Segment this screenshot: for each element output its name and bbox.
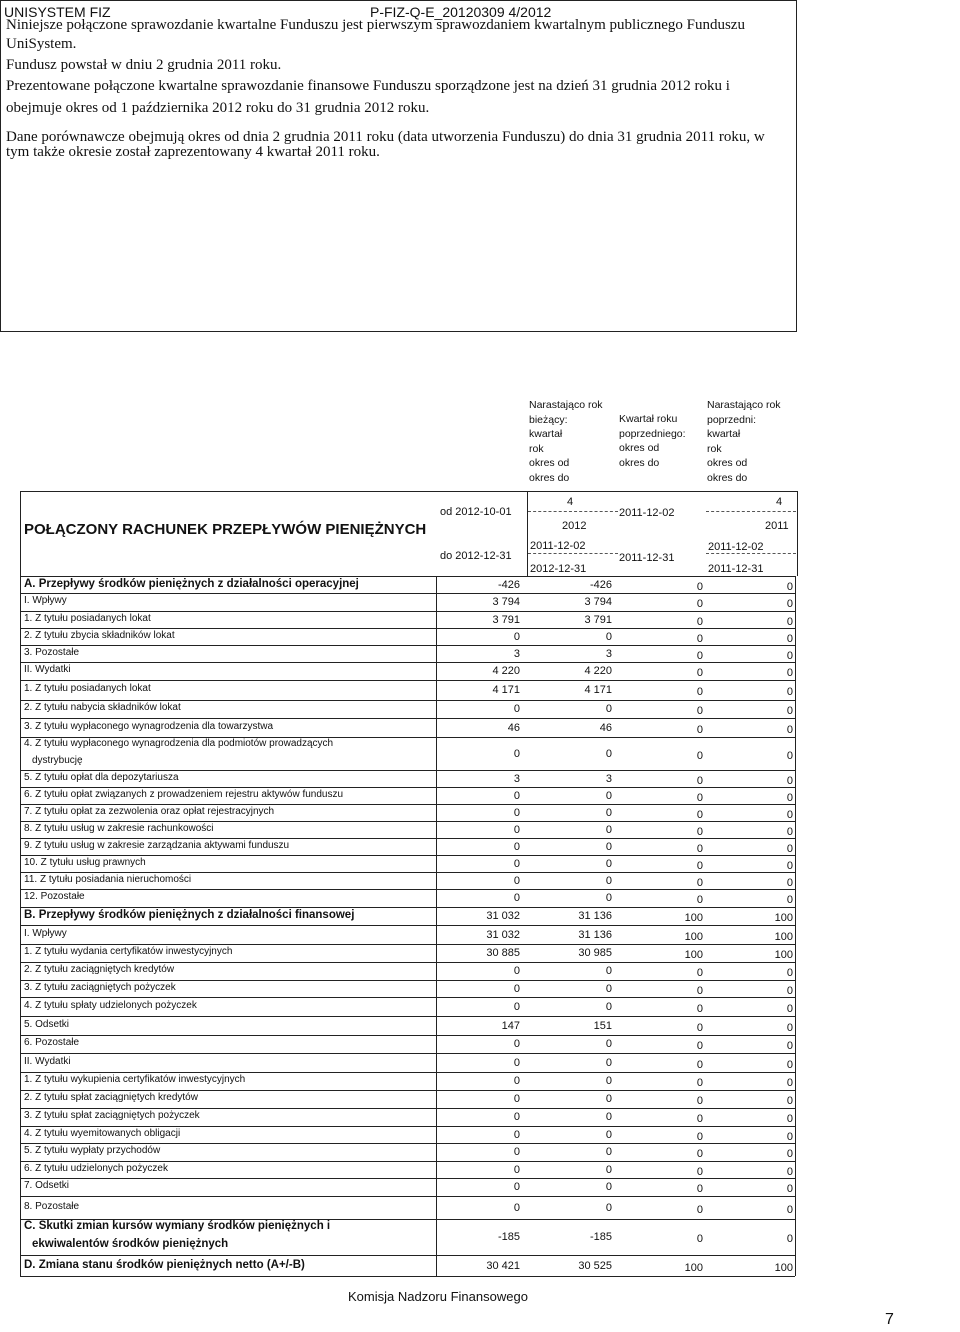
- value-cell: 4 220: [492, 665, 520, 677]
- value-cell: 0: [513, 823, 520, 836]
- value-cell: 31 136: [578, 928, 612, 941]
- row-label: 1. Z tytułu wydania certyfikatów inwestycyjnych: [24, 946, 233, 957]
- dash-line: [706, 553, 796, 554]
- c2-to: 2011-12-31: [619, 552, 675, 564]
- row-label: 2. Z tytułu spłat zaciągniętych kredytów: [24, 1092, 198, 1103]
- value-cell: 0: [786, 1113, 793, 1125]
- value-cell: 0: [786, 967, 793, 979]
- c3-to: 2011-12-31: [708, 563, 764, 575]
- value-cell: 31 136: [578, 910, 612, 922]
- value-cell: 3 791: [584, 613, 612, 626]
- dash-line: [528, 553, 618, 554]
- report-code: P-FIZ-Q-E_20120309 4/2012: [370, 4, 552, 20]
- value-cell: 4 171: [584, 684, 612, 696]
- grid-line: [20, 907, 795, 908]
- grid-line: [20, 1143, 795, 1144]
- value-cell: 0: [605, 1181, 612, 1193]
- value-cell: 0: [786, 598, 793, 610]
- row-label: 12. Pozostałe: [24, 891, 85, 902]
- value-cell: 100: [774, 912, 793, 924]
- value-cell: 0: [696, 686, 703, 698]
- value-cell: 0: [605, 892, 612, 904]
- column-header-current-cumulative: Narastająco rok bieżący: kwartał rok okres od okres do: [529, 399, 603, 484]
- grid-line: [20, 925, 795, 926]
- row-label: 4. Z tytułu spłaty udzielonych pożyczek: [24, 999, 197, 1011]
- grid-line: [20, 1035, 795, 1036]
- row-label: 8. Z tytułu usług w zakresie rachunkowości: [24, 822, 214, 834]
- value-cell: 0: [513, 1056, 520, 1069]
- value-cell: 0: [786, 1233, 793, 1245]
- row-label: I. Wpływy: [24, 595, 67, 606]
- value-cell: 0: [786, 1040, 793, 1052]
- value-cell: 0: [605, 1163, 612, 1176]
- value-cell: 3: [513, 772, 520, 785]
- value-cell: 0: [786, 615, 793, 628]
- c3-from: 2011-12-02: [708, 541, 764, 553]
- value-cell: 0: [786, 649, 793, 662]
- page-number: 7: [885, 1311, 894, 1328]
- value-cell: 0: [786, 1021, 793, 1034]
- value-cell: 100: [684, 1261, 703, 1274]
- value-cell: 0: [786, 791, 793, 804]
- intro-line: UniSystem.: [6, 36, 77, 52]
- value-cell: 0: [786, 686, 793, 698]
- value-cell: 0: [696, 1002, 703, 1015]
- value-cell: 0: [696, 598, 703, 610]
- value-cell: 0: [696, 615, 703, 628]
- value-cell: 0: [786, 808, 793, 821]
- value-cell: 100: [684, 949, 703, 961]
- value-cell: 0: [513, 982, 520, 995]
- value-cell: -185: [589, 1231, 612, 1243]
- value-cell: 4 220: [584, 665, 612, 677]
- value-cell: 0: [605, 630, 612, 643]
- value-cell: 0: [786, 1095, 793, 1107]
- grid-line: [20, 700, 795, 701]
- row-label: 7. Z tytułu opłat za zezwolenia oraz opłat rejestracyjnych: [24, 805, 275, 817]
- value-cell: 0: [696, 1077, 703, 1089]
- row-label: 3. Pozostałe: [24, 646, 80, 658]
- value-cell: 0: [513, 1201, 520, 1214]
- value-cell: 0: [696, 1040, 703, 1052]
- value-cell: 0: [786, 1002, 793, 1015]
- value-cell: 0: [786, 1130, 793, 1143]
- value-cell: 0: [696, 749, 703, 762]
- value-cell: 0: [605, 1128, 612, 1141]
- value-cell: 0: [513, 892, 520, 904]
- value-cell: 0: [696, 1233, 703, 1245]
- value-cell: 0: [605, 857, 612, 870]
- row-label-continued: dystrybucję: [32, 754, 83, 766]
- value-cell: 46: [599, 721, 612, 734]
- grid-line: [20, 1196, 795, 1197]
- grid-line: [20, 889, 795, 890]
- row-label: B. Przepływy środków pieniężnych z działalności finansowej: [24, 909, 355, 921]
- value-cell: 0: [696, 1113, 703, 1125]
- value-cell: 0: [696, 1203, 703, 1216]
- value-cell: 0: [513, 1146, 520, 1158]
- intro-line: Dane porównawcze obejmują okres od dnia 2 grudnia 2011 roku (data utworzenia Funduszu) do dnia 31 grudnia 2011 roku, w: [6, 129, 765, 145]
- row-label: 2. Z tytułu zbycia składników lokat: [24, 629, 175, 641]
- intro-line: obejmuje okres od 1 października 2012 roku do 31 grudnia 2012 roku.: [6, 100, 430, 116]
- grid-line: [20, 1255, 795, 1256]
- value-cell: 30 885: [486, 947, 520, 959]
- row-label: 5. Odsetki: [24, 1018, 70, 1030]
- row-label: 10. Z tytułu usług prawnych: [24, 856, 146, 868]
- c1-to: 2012-12-31: [530, 563, 587, 575]
- value-cell: 0: [786, 1148, 793, 1160]
- intro-line: Prezentowane połączone kwartalne sprawozdanie finansowe Funduszu sporządzone jest na dzień 31 grudnia 2012 roku i: [6, 78, 730, 94]
- value-cell: 0: [696, 967, 703, 979]
- row-label: 9. Z tytułu usług w zakresie zarządzania aktywami funduszu: [24, 839, 290, 851]
- value-cell: 0: [513, 630, 520, 643]
- value-cell: 0: [696, 705, 703, 717]
- row-label: 11. Z tytułu posiadania nieruchomości: [24, 873, 192, 885]
- dash-line: [706, 511, 796, 512]
- value-cell: 3: [605, 772, 612, 785]
- value-cell: 0: [605, 1093, 612, 1105]
- row-label: C. Skutki zmian kursów wymiany środków pieniężnych i: [24, 1220, 331, 1232]
- value-cell: 0: [513, 789, 520, 802]
- c3-quarter: 4: [776, 496, 783, 508]
- row-label: 4. Z tytułu wyemitowanych obligacji: [24, 1127, 181, 1139]
- intro-line: tym także okresie został zaprezentowany 4 kwartał 2011 roku.: [6, 144, 380, 160]
- grid-line: [20, 1016, 795, 1017]
- c2-from: 2011-12-02: [619, 507, 675, 519]
- value-cell: 0: [786, 723, 793, 736]
- value-cell: 0: [513, 747, 520, 760]
- period-from-label: od 2012-10-01: [440, 506, 512, 518]
- value-cell: 0: [786, 749, 793, 762]
- grid-line: [797, 491, 798, 576]
- value-cell: 0: [786, 1058, 793, 1071]
- value-cell: 0: [786, 774, 793, 787]
- grid-line: [20, 645, 795, 646]
- value-cell: 0: [513, 1093, 520, 1105]
- value-cell: 0: [786, 876, 793, 889]
- value-cell: 3: [605, 647, 612, 660]
- grid-line: [20, 593, 795, 594]
- row-label: 3. Z tytułu wypłaconego wynagrodzenia dla towarzystwa: [24, 720, 274, 732]
- value-cell: 3: [513, 647, 520, 660]
- value-cell: 0: [696, 876, 703, 889]
- value-cell: 0: [786, 1165, 793, 1178]
- row-label: 1. Z tytułu wykupienia certyfikatów inwestycyjnych: [24, 1074, 246, 1085]
- c1-quarter: 4: [567, 496, 574, 508]
- value-cell: -426: [497, 578, 520, 591]
- row-label: 3. Z tytułu zaciągniętych pożyczek: [24, 981, 176, 993]
- value-cell: 3 791: [492, 613, 520, 626]
- value-cell: 0: [605, 823, 612, 836]
- value-cell: 0: [696, 1021, 703, 1034]
- grid-line: [20, 491, 797, 492]
- value-cell: 0: [696, 580, 703, 593]
- row-label: 1. Z tytułu posiadanych lokat: [24, 683, 151, 694]
- value-cell: 0: [513, 857, 520, 870]
- value-cell: 30 525: [578, 1259, 612, 1272]
- row-label: 8. Pozostałe: [24, 1200, 80, 1212]
- value-cell: 147: [501, 1019, 520, 1032]
- row-label: II. Wydatki: [24, 664, 71, 675]
- grid-line: [20, 944, 795, 945]
- value-cell: 0: [786, 705, 793, 717]
- value-cell: 0: [696, 859, 703, 872]
- value-cell: 0: [513, 1111, 520, 1123]
- value-cell: 0: [786, 894, 793, 906]
- value-cell: 3 794: [492, 596, 520, 608]
- value-cell: 0: [605, 1146, 612, 1158]
- grid-line: [20, 1108, 795, 1109]
- value-cell: 0: [696, 667, 703, 679]
- value-cell: 31 032: [486, 928, 520, 941]
- grid-line: [795, 576, 796, 1276]
- row-label: D. Zmiana stanu środków pieniężnych netto (A+/-B): [24, 1258, 305, 1271]
- column-header-prior-cumulative: Narastająco rok poprzedni: kwartał rok okres od okres do: [707, 399, 781, 484]
- row-label: 1. Z tytułu posiadanych lokat: [24, 612, 151, 624]
- grid-line: [20, 718, 795, 719]
- grid-line: [20, 491, 21, 1276]
- value-cell: 31 032: [486, 910, 520, 922]
- value-cell: 0: [605, 965, 612, 977]
- row-label: 6. Z tytułu opłat związanych z prowadzeniem rejestru aktywów funduszu: [24, 788, 344, 800]
- value-cell: 0: [696, 984, 703, 997]
- grid-line: [20, 1053, 795, 1054]
- row-label: A. Przepływy środków pieniężnych z działalności operacyjnej: [24, 577, 359, 590]
- value-cell: 0: [513, 1128, 520, 1141]
- row-label: 7. Odsetki: [24, 1180, 70, 1191]
- row-label: 2. Z tytułu nabycia składników lokat: [24, 702, 181, 713]
- value-cell: -426: [589, 578, 612, 591]
- value-cell: 0: [513, 1181, 520, 1193]
- value-cell: 100: [774, 930, 793, 943]
- row-label: 2. Z tytułu zaciągniętych kredytów: [24, 964, 175, 975]
- value-cell: 0: [605, 1111, 612, 1123]
- value-cell: 0: [513, 1000, 520, 1013]
- value-cell: 0: [786, 825, 793, 838]
- value-cell: 0: [696, 1148, 703, 1160]
- value-cell: 0: [605, 982, 612, 995]
- value-cell: 0: [605, 1038, 612, 1050]
- grid-line: [20, 662, 795, 663]
- value-cell: 30 985: [578, 947, 612, 959]
- value-cell: 0: [605, 874, 612, 887]
- period-to-label: do 2012-12-31: [440, 550, 512, 562]
- row-label: 3. Z tytułu spłat zaciągniętych pożyczek: [24, 1110, 200, 1121]
- value-cell: 0: [696, 1130, 703, 1143]
- value-cell: 0: [513, 806, 520, 819]
- value-cell: 0: [605, 747, 612, 760]
- value-cell: 0: [513, 1075, 520, 1087]
- value-cell: 0: [696, 1165, 703, 1178]
- value-cell: 0: [786, 1203, 793, 1216]
- value-cell: 0: [696, 1058, 703, 1071]
- row-label: 5. Z tytułu opłat dla depozytariusza: [24, 771, 179, 783]
- value-cell: 100: [684, 912, 703, 924]
- value-cell: 100: [684, 930, 703, 943]
- grid-line: [20, 1090, 795, 1091]
- grid-line: [20, 1276, 795, 1277]
- value-cell: 0: [513, 703, 520, 715]
- value-cell: 0: [696, 774, 703, 787]
- intro-text-box: [0, 0, 797, 332]
- row-label-continued: ekwiwalentów środków pieniężnych: [32, 1238, 229, 1250]
- value-cell: 0: [605, 703, 612, 715]
- value-cell: 0: [786, 632, 793, 645]
- value-cell: 0: [696, 894, 703, 906]
- value-cell: 0: [786, 859, 793, 872]
- row-label: 5. Z tytułu wypłaty przychodów: [24, 1145, 161, 1156]
- value-cell: 0: [605, 1056, 612, 1069]
- grid-line: [20, 1178, 795, 1179]
- value-cell: 0: [605, 806, 612, 819]
- value-cell: 46: [507, 721, 520, 734]
- c3-year: 2011: [765, 520, 789, 532]
- grid-line: [527, 491, 528, 576]
- value-cell: 0: [696, 791, 703, 804]
- value-cell: 0: [605, 789, 612, 802]
- value-cell: 0: [786, 984, 793, 997]
- value-cell: -185: [497, 1231, 520, 1243]
- value-cell: 0: [786, 842, 793, 855]
- value-cell: 0: [696, 808, 703, 821]
- value-cell: 0: [786, 667, 793, 679]
- value-cell: 0: [513, 840, 520, 853]
- grid-line: [20, 680, 795, 681]
- value-cell: 0: [696, 842, 703, 855]
- value-cell: 0: [786, 1183, 793, 1195]
- intro-line: Niniejsze połączone sprawozdanie kwartalne Funduszu jest pierwszym sprawozdaniem kwartalnym publicznego Funduszu: [6, 17, 745, 33]
- value-cell: 0: [696, 649, 703, 662]
- value-cell: 151: [593, 1019, 612, 1032]
- value-cell: 3 794: [584, 596, 612, 608]
- value-cell: 0: [786, 1077, 793, 1089]
- value-cell: 0: [513, 1038, 520, 1050]
- value-cell: 0: [786, 580, 793, 593]
- value-cell: 0: [696, 1095, 703, 1107]
- value-cell: 0: [605, 1075, 612, 1087]
- footer: Komisja Nadzoru Finansowego: [348, 1289, 528, 1304]
- row-label: 6. Pozostałe: [24, 1037, 80, 1048]
- value-cell: 100: [774, 949, 793, 961]
- grid-line: [20, 962, 795, 963]
- statement-title: POŁĄCZONY RACHUNEK PRZEPŁYWÓW PIENIĘŻNYCH: [24, 521, 427, 538]
- dash-line: [528, 511, 618, 512]
- value-cell: 0: [605, 840, 612, 853]
- value-cell: 0: [605, 1201, 612, 1214]
- grid-line: [20, 997, 795, 998]
- row-label: II. Wydatki: [24, 1055, 71, 1067]
- value-cell: 0: [605, 1000, 612, 1013]
- value-cell: 0: [696, 1183, 703, 1195]
- value-cell: 0: [696, 723, 703, 736]
- value-cell: 30 421: [486, 1259, 520, 1272]
- c1-from: 2011-12-02: [530, 540, 586, 552]
- c1-year: 2012: [562, 520, 587, 532]
- value-cell: 0: [696, 825, 703, 838]
- value-cell: 100: [774, 1261, 793, 1274]
- value-cell: 0: [513, 874, 520, 887]
- column-header-prior-quarter: Kwartał roku poprzedniego: okres od okres do: [619, 413, 686, 469]
- report-company: UNISYSTEM FIZ: [4, 4, 111, 20]
- row-label: 6. Z tytułu udzielonych pożyczek: [24, 1162, 168, 1174]
- value-cell: 4 171: [492, 684, 520, 696]
- row-label: 4. Z tytułu wypłaconego wynagrodzenia dla podmiotów prowadzących: [24, 738, 334, 749]
- grid-line: [20, 1072, 795, 1073]
- value-cell: 0: [513, 1163, 520, 1176]
- intro-line: Fundusz powstał w dniu 2 grudnia 2011 roku.: [6, 57, 282, 73]
- value-cell: 0: [513, 965, 520, 977]
- row-label: I. Wpływy: [24, 927, 67, 939]
- grid-line: [436, 576, 437, 1276]
- value-cell: 0: [696, 632, 703, 645]
